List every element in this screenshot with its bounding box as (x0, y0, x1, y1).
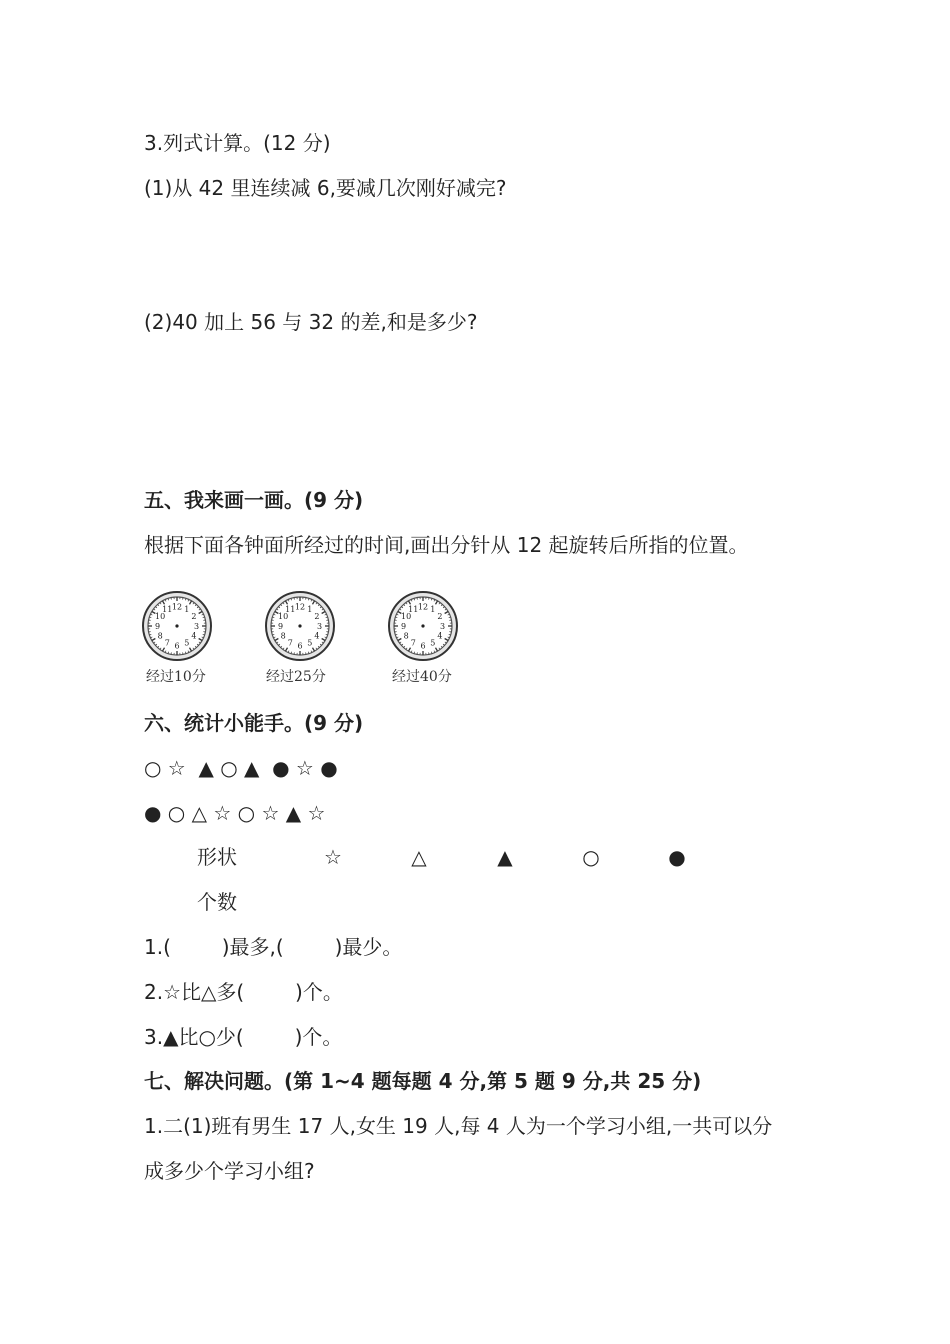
section-6-heading: 六、统计小能手。(9 分) (144, 711, 364, 735)
question-6-1: 1.( )最多,( )最少。 (144, 935, 403, 959)
svg-text:5: 5 (307, 638, 313, 648)
svg-text:10: 10 (155, 612, 166, 622)
svg-text:6: 6 (297, 641, 303, 651)
question-3-2: (2)40 加上 56 与 32 的差,和是多少? (144, 310, 478, 334)
clock-label-3: 经过40分 (392, 669, 452, 685)
section-5-heading: 五、我来画一画。(9 分) (144, 488, 364, 512)
table-shape-hollow-circle: ○ (582, 845, 600, 869)
clock-icon (387, 590, 459, 662)
svg-text:7: 7 (164, 638, 170, 648)
table-shape-solid-triangle: ▲ (497, 845, 513, 869)
svg-text:10: 10 (278, 612, 289, 622)
svg-text:3: 3 (316, 621, 323, 631)
svg-text:12: 12 (171, 602, 183, 612)
svg-text:11: 11 (408, 604, 419, 614)
svg-text:1: 1 (307, 604, 313, 614)
svg-text:5: 5 (184, 638, 190, 648)
svg-text:6: 6 (174, 641, 180, 651)
clock-face-3[interactable] (387, 590, 459, 662)
clock-icon (264, 590, 336, 662)
svg-text:4: 4 (191, 631, 197, 641)
clock-label-2: 经过25分 (266, 669, 326, 685)
table-shape-solid-circle: ● (668, 845, 686, 869)
question-6-2: 2.☆比△多( )个。 (144, 980, 343, 1004)
clock-face-2[interactable] (264, 590, 336, 662)
svg-text:2: 2 (437, 612, 443, 622)
question-6-3: 3.▲比○少( )个。 (144, 1025, 343, 1049)
svg-text:9: 9 (277, 621, 284, 631)
question-7-1-line-1: 1.二(1)班有男生 17 人,女生 19 人,每 4 人为一个学习小组,一共可以分 (144, 1114, 773, 1138)
svg-text:11: 11 (162, 604, 173, 614)
section-5-instruction: 根据下面各钟面所经过的时间,画出分针从 12 起旋转后所指的位置。 (144, 533, 749, 557)
question-7-1-line-2: 成多少个学习小组? (144, 1159, 315, 1183)
svg-text:7: 7 (410, 638, 416, 648)
svg-text:4: 4 (437, 631, 443, 641)
svg-text:11: 11 (285, 604, 296, 614)
svg-text:8: 8 (403, 631, 409, 641)
svg-text:8: 8 (280, 631, 286, 641)
table-shape-hollow-triangle: △ (411, 845, 427, 869)
svg-text:2: 2 (314, 612, 320, 622)
clock-icon (141, 590, 213, 662)
svg-text:1: 1 (184, 604, 190, 614)
table-header-count: 个数 (197, 890, 237, 914)
svg-text:4: 4 (314, 631, 320, 641)
svg-text:12: 12 (417, 602, 429, 612)
table-shape-star: ☆ (324, 845, 342, 869)
svg-text:1: 1 (430, 604, 436, 614)
clock-face-1[interactable] (141, 590, 213, 662)
svg-text:6: 6 (420, 641, 426, 651)
svg-text:3: 3 (439, 621, 446, 631)
svg-text:7: 7 (287, 638, 293, 648)
svg-text:5: 5 (430, 638, 436, 648)
question-3-1: (1)从 42 里连续减 6,要减几次刚好减完? (144, 176, 507, 200)
section-3-heading: 3.列式计算。(12 分) (144, 131, 331, 155)
svg-text:8: 8 (157, 631, 163, 641)
svg-text:9: 9 (400, 621, 407, 631)
clock-label-1: 经过10分 (146, 669, 206, 685)
svg-text:9: 9 (154, 621, 161, 631)
table-header-shape: 形状 (197, 845, 237, 869)
svg-text:12: 12 (294, 602, 306, 612)
shape-row-2: ● ○ △ ☆ ○ ☆ ▲ ☆ (144, 801, 326, 825)
svg-text:2: 2 (191, 612, 197, 622)
section-7-heading: 七、解决问题。(第 1~4 题每题 4 分,第 5 题 9 分,共 25 分) (144, 1069, 702, 1093)
shape-row-1: ○ ☆ ▲ ○ ▲ ● ☆ ● (144, 756, 338, 780)
svg-text:3: 3 (193, 621, 200, 631)
svg-text:10: 10 (401, 612, 412, 622)
